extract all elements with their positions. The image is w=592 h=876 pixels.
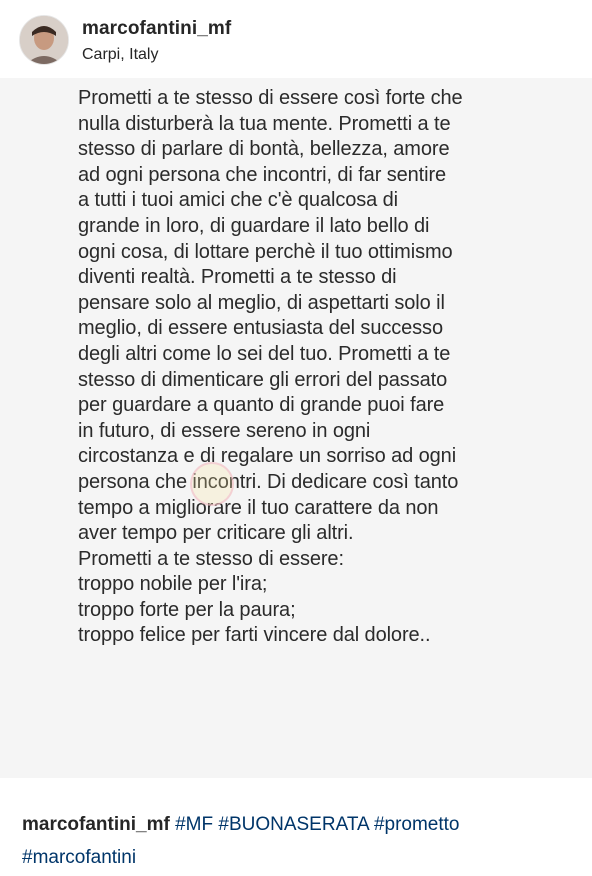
image-text-line: grande in loro, di guardare il lato bello di: [78, 214, 430, 237]
image-text-line: a tutti i tuoi amici che c'è qualcosa di: [78, 189, 398, 212]
post-header: [0, 0, 592, 78]
post-caption: [22, 808, 582, 874]
image-text-line: Prometti a te stesso di essere così forte che: [78, 87, 463, 109]
hashtag-buonaserata[interactable]: #BUONASERATA: [218, 814, 369, 835]
image-text-line: circostanza e di regalare un sorriso ad ogni: [78, 445, 457, 468]
hashtag-mf[interactable]: #MF: [175, 814, 214, 835]
post-image[interactable]: [0, 78, 592, 778]
image-text-line: stesso di dimenticare gli errori del passato: [78, 368, 448, 391]
image-text-line: troppo felice per farti vincere dal dolore..: [78, 624, 431, 647]
hashtag-prometto[interactable]: #prometto: [373, 814, 460, 835]
hashtag-marcofantini[interactable]: #marcofantini: [22, 847, 137, 868]
image-text-line: tempo a migliorare il tuo carattere da non: [78, 496, 439, 519]
image-text-line: pensare solo al meglio, di aspettarti solo il: [78, 291, 445, 314]
image-text-line: troppo nobile per l'ira;: [78, 573, 268, 596]
image-text-line: troppo forte per la paura;: [78, 598, 296, 621]
image-text-line: Prometti a te stesso di essere:: [78, 547, 344, 570]
caption-username[interactable]: marcofantini_mf: [22, 814, 170, 835]
avatar[interactable]: [19, 15, 69, 65]
image-text-line: persona che incontri. Di dedicare così tanto: [78, 470, 459, 493]
image-text-line: meglio, di essere entusiasta del successo: [78, 317, 443, 340]
image-text-line: per guardare a quanto di grande puoi fare: [78, 394, 445, 417]
post-location[interactable]: Carpi, Italy: [82, 46, 159, 63]
image-text-line: stesso di parlare di bontà, bellezza, amore: [78, 138, 450, 161]
avatar-photo-icon: [20, 16, 68, 64]
image-text-line: in futuro, di essere sereno in ogni: [78, 419, 371, 442]
image-text-line: nulla disturberà la tua mente. Prometti a te: [78, 112, 451, 135]
image-text-line: ad ogni persona che incontri, di far sentire: [78, 163, 447, 186]
image-text-line: diventi realtà. Prometti a te stesso di: [78, 266, 397, 289]
post-username[interactable]: marcofantini_mf: [82, 18, 232, 39]
post-image-text: [78, 86, 528, 649]
watermark-logo: [190, 462, 234, 506]
image-text-line: aver tempo per criticare gli altri.: [78, 522, 354, 545]
image-text-line: degli altri come lo sei del tuo. Prometti a te: [78, 342, 451, 365]
image-text-line: ogni cosa, di lottare perchè il tuo ottimismo: [78, 240, 453, 263]
